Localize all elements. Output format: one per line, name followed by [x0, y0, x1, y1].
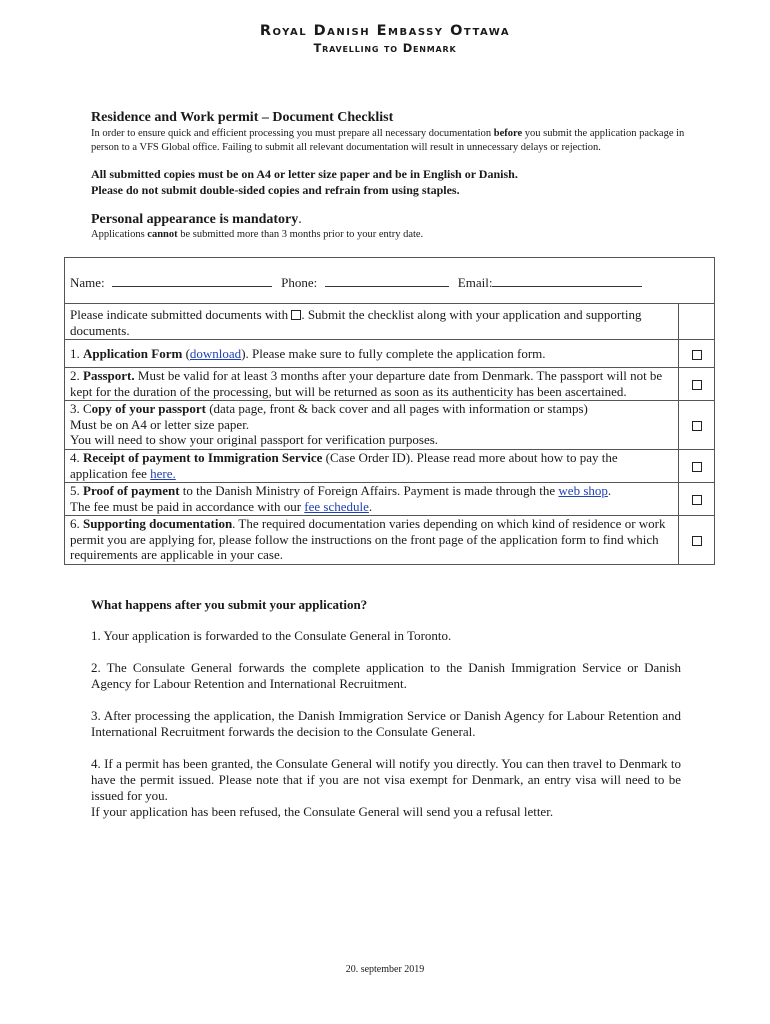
item-2-checkbox[interactable]	[692, 380, 702, 390]
intro-text-bold: before	[493, 128, 523, 139]
item-5-checkbox-cell	[679, 483, 715, 516]
fee-here-link[interactable]: here.	[150, 465, 176, 481]
intro-text-part2: you submit the application package in person to a VFS Global office. Failing to submit all relevant documentation will result in unnecessary delays or rejection.	[91, 128, 685, 153]
contact-row	[65, 258, 715, 304]
fee-schedule-link[interactable]: fee schedule	[304, 498, 369, 514]
after-step-4: 4. If a permit has been granted, the Consulate General will notify you directly. You can then travel to Denmark to have the permit issued. Please note that if you are not visa exempt for Denmark, an entry visa will need to be issued for you.	[91, 756, 681, 803]
item-4-checkbox-cell	[679, 450, 715, 483]
item-4-title: Receipt of payment to Immigration Service	[83, 450, 323, 465]
document-checklist-table	[64, 257, 715, 565]
embassy-title: Royal Danish Embassy Ottawa	[259, 23, 511, 39]
contact-fields	[65, 258, 715, 304]
phone-field[interactable]	[325, 275, 449, 287]
item-3-number: 3. C	[70, 401, 92, 416]
checklist-item-3	[65, 401, 715, 450]
appearance-note-bold: cannot	[147, 229, 178, 240]
item-3-line-2: Must be on A4 or letter size paper.	[70, 416, 250, 432]
item-5-desc: to the Danish Ministry of Foreign Affairs. Payment is made through the	[179, 483, 559, 498]
after-refusal-note: If your application has been refused, the Consulate General will send you a refusal letter.	[91, 804, 554, 819]
instructions-part1: Please indicate submitted documents with	[70, 307, 292, 322]
item-4-text	[65, 450, 679, 483]
notice-line-1: All submitted copies must be on A4 or letter size paper and be in English or Danish.	[91, 167, 518, 181]
appearance-note-part2: be submitted more than 3 months prior to your entry date.	[177, 229, 424, 240]
item-2-number: 2.	[70, 368, 83, 383]
item-1-checkbox[interactable]	[692, 350, 702, 360]
intro-text-part1: In order to ensure quick and efficient processing you must prepare all necessary documentation	[91, 128, 494, 139]
appearance-section	[91, 211, 691, 242]
appearance-title-text: Personal appearance is mandatory	[91, 212, 299, 227]
after-title: What happens after you submit your application?	[91, 597, 368, 612]
appearance-title-suffix: .	[298, 212, 302, 227]
after-step-3: 3. After processing the application, the Danish Immigration Service or Danish Agency for Labour Retention and International Recruitment forwards the decision to the Consulate General.	[91, 708, 681, 739]
item-1-checkbox-cell	[679, 340, 715, 368]
web-shop-link[interactable]: web shop	[558, 483, 608, 498]
appearance-note	[91, 228, 691, 242]
item-5-number: 5.	[70, 483, 83, 498]
email-label: Email:	[457, 275, 493, 291]
notice-line-2: Please do not submit double-sided copies and refrain from using staples.	[91, 183, 460, 197]
item-5-period: .	[607, 483, 612, 498]
name-field[interactable]	[112, 275, 272, 287]
checklist-item-4	[65, 450, 715, 483]
embassy-subtitle: Travelling to Denmark	[313, 41, 457, 55]
item-2-text	[65, 368, 679, 401]
item-6-title: Supporting documentation	[83, 516, 233, 531]
item-3-title: opy of your passport	[91, 401, 206, 416]
footer-date: 20. september 2019	[345, 964, 425, 975]
checklist-item-1	[65, 340, 715, 368]
item-4-number: 4.	[70, 450, 83, 465]
instructions-part2: . Submit the checklist along with your application and supporting documents.	[70, 307, 642, 338]
item-3-desc: (data page, front & back cover and all pages with information or stamps)	[205, 401, 588, 416]
instructions-empty-cell	[679, 304, 715, 340]
item-5-title: Proof of payment	[83, 483, 180, 498]
instructions-cell	[65, 304, 679, 340]
item-3-checkbox[interactable]	[692, 421, 702, 431]
item-4-checkbox[interactable]	[692, 462, 702, 472]
item-1-desc: ). Please make sure to fully complete the application form.	[241, 345, 546, 361]
checklist-item-2	[65, 368, 715, 401]
appearance-note-part1: Applications	[91, 229, 148, 240]
phone-label: Phone:	[281, 275, 318, 291]
item-6-checkbox[interactable]	[692, 536, 702, 546]
item-6-checkbox-cell	[679, 516, 715, 565]
instructions-row	[65, 304, 715, 340]
checklist-item-5	[65, 483, 715, 516]
item-6-text	[65, 516, 679, 565]
item-3-checkbox-cell	[679, 401, 715, 450]
checklist-item-6	[65, 516, 715, 565]
intro-section	[91, 109, 691, 155]
checklist-title: Residence and Work permit – Document Checklist	[91, 110, 394, 125]
item-1-number: 1.	[70, 345, 83, 361]
item-3-text	[65, 401, 679, 450]
item-6-number: 6.	[70, 516, 83, 531]
checkbox-symbol-icon	[291, 310, 301, 320]
item-4-desc: (Case Order ID). Please read more about how to pay the application fee	[70, 450, 618, 481]
item-5-line-2-end: .	[368, 498, 373, 514]
item-5-line-2: The fee must be paid in accordance with our	[70, 498, 305, 514]
item-5-checkbox[interactable]	[692, 495, 702, 505]
item-5-text	[65, 483, 679, 516]
email-field[interactable]	[492, 275, 642, 287]
after-step-2: 2. The Consulate General forwards the complete application to the Danish Immigration Service or Danish Agency for Labour Retention and International Recruitment.	[91, 660, 681, 691]
page-header	[0, 22, 770, 55]
item-2-checkbox-cell	[679, 368, 715, 401]
item-1-text	[65, 340, 679, 368]
after-step-1: 1. Your application is forwarded to the Consulate General in Toronto.	[91, 628, 452, 643]
item-1-title: Application Form	[83, 345, 183, 361]
item-1-paren: (	[182, 345, 190, 361]
item-2-title: Passport.	[83, 368, 135, 383]
download-link[interactable]: download	[189, 345, 242, 361]
copy-notice	[91, 166, 691, 198]
intro-text	[91, 127, 691, 155]
appearance-title	[91, 211, 691, 228]
item-2-desc: Must be valid for at least 3 months after your departure date from Denmark. The passport will not be kept for the duration of the processing, but will be returned as soon as its authenticity has been ascertained.	[70, 368, 663, 399]
item-3-line-3: You will need to show your original passport for verification purposes.	[70, 432, 439, 448]
item-6-desc: . The required documentation varies depending on which kind of residence or work permit you are applying for, please follow the instructions on the front page of the application form to find which requirements are applicable in your case.	[70, 516, 666, 563]
name-label: Name:	[70, 275, 105, 291]
